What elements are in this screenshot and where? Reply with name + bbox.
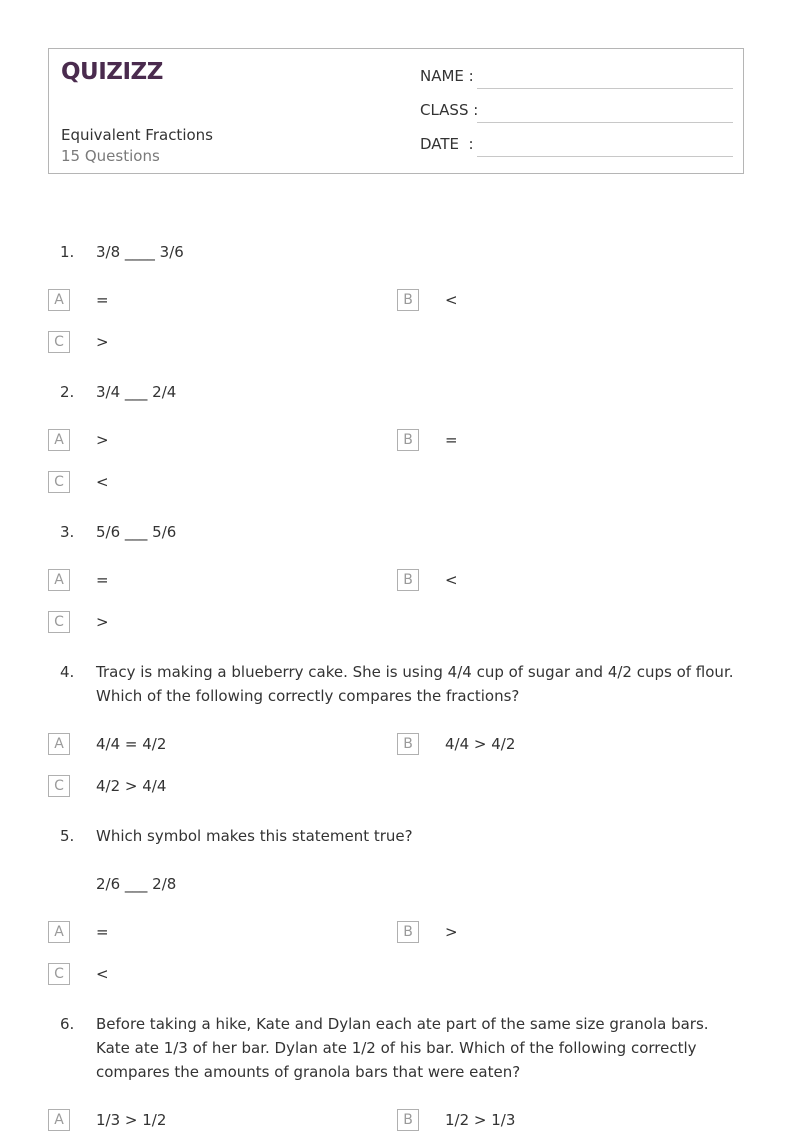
question-number: 1. bbox=[60, 243, 75, 261]
option-letter: B bbox=[397, 733, 419, 755]
date-label: DATE : bbox=[420, 135, 474, 153]
question-number: 2. bbox=[60, 383, 75, 401]
option-text: = bbox=[96, 571, 109, 589]
option-text: > bbox=[96, 431, 109, 449]
question-count: 15 Questions bbox=[61, 147, 160, 165]
option-text: 1/3 > 1/2 bbox=[96, 1111, 167, 1129]
option-letter: A bbox=[48, 569, 70, 591]
option-letter: B bbox=[397, 921, 419, 943]
option-text: 4/4 = 4/2 bbox=[96, 735, 167, 753]
question-text: 5/6 ___ 5/6 bbox=[96, 523, 177, 541]
option-text: < bbox=[96, 473, 109, 491]
question-text: 3/8 ____ 3/6 bbox=[96, 243, 184, 261]
option-text: 4/2 > 4/4 bbox=[96, 777, 167, 795]
worksheet-header bbox=[48, 48, 744, 174]
option-text: = bbox=[445, 431, 458, 449]
question-text: Before taking a hike, Kate and Dylan each ate part of the same size granola bars. Kate ate 1/3 of her bar. Dylan ate 1/2 of his bar. Which of the following correctly compares the amounts of granola bars that were eaten? bbox=[96, 1015, 709, 1081]
option-letter: B bbox=[397, 289, 419, 311]
option-text: < bbox=[445, 571, 458, 589]
option-letter: A bbox=[48, 733, 70, 755]
name-line bbox=[477, 88, 733, 89]
option-text: < bbox=[96, 965, 109, 983]
question-subtext: 2/6 ___ 2/8 bbox=[96, 875, 177, 893]
class-line bbox=[477, 122, 733, 123]
option-letter: C bbox=[48, 611, 70, 633]
date-line bbox=[477, 156, 733, 157]
option-letter: C bbox=[48, 963, 70, 985]
option-letter: B bbox=[397, 569, 419, 591]
option-text: > bbox=[96, 613, 109, 631]
option-letter: A bbox=[48, 429, 70, 451]
class-field[interactable] bbox=[420, 101, 733, 123]
date-field[interactable] bbox=[420, 135, 733, 157]
question-number: 6. bbox=[60, 1015, 75, 1033]
question-number: 3. bbox=[60, 523, 75, 541]
option-letter: A bbox=[48, 1109, 70, 1131]
option-text: = bbox=[96, 923, 109, 941]
name-field[interactable] bbox=[420, 67, 733, 89]
option-letter: B bbox=[397, 429, 419, 451]
name-label: NAME : bbox=[420, 67, 474, 85]
option-text: 1/2 > 1/3 bbox=[445, 1111, 516, 1129]
option-letter: C bbox=[48, 775, 70, 797]
option-text: < bbox=[445, 291, 458, 309]
option-text: = bbox=[96, 291, 109, 309]
question-text: Which symbol makes this statement true? bbox=[96, 827, 413, 845]
option-letter: C bbox=[48, 471, 70, 493]
question-text: 3/4 ___ 2/4 bbox=[96, 383, 177, 401]
question-number: 5. bbox=[60, 827, 75, 845]
option-letter: A bbox=[48, 289, 70, 311]
question-number: 4. bbox=[60, 663, 75, 681]
option-letter: A bbox=[48, 921, 70, 943]
worksheet-title: Equivalent Fractions bbox=[61, 126, 213, 144]
class-label: CLASS : bbox=[420, 101, 479, 119]
quizizz-logo: QUIZIZZ bbox=[61, 59, 163, 85]
option-text: > bbox=[96, 333, 109, 351]
question-text: Tracy is making a blueberry cake. She is using 4/4 cup of sugar and 4/2 cups of flour. Which of the following correctly compares the fractions? bbox=[96, 663, 734, 705]
option-letter: B bbox=[397, 1109, 419, 1131]
option-letter: C bbox=[48, 331, 70, 353]
option-text: 4/4 > 4/2 bbox=[445, 735, 516, 753]
option-text: > bbox=[445, 923, 458, 941]
